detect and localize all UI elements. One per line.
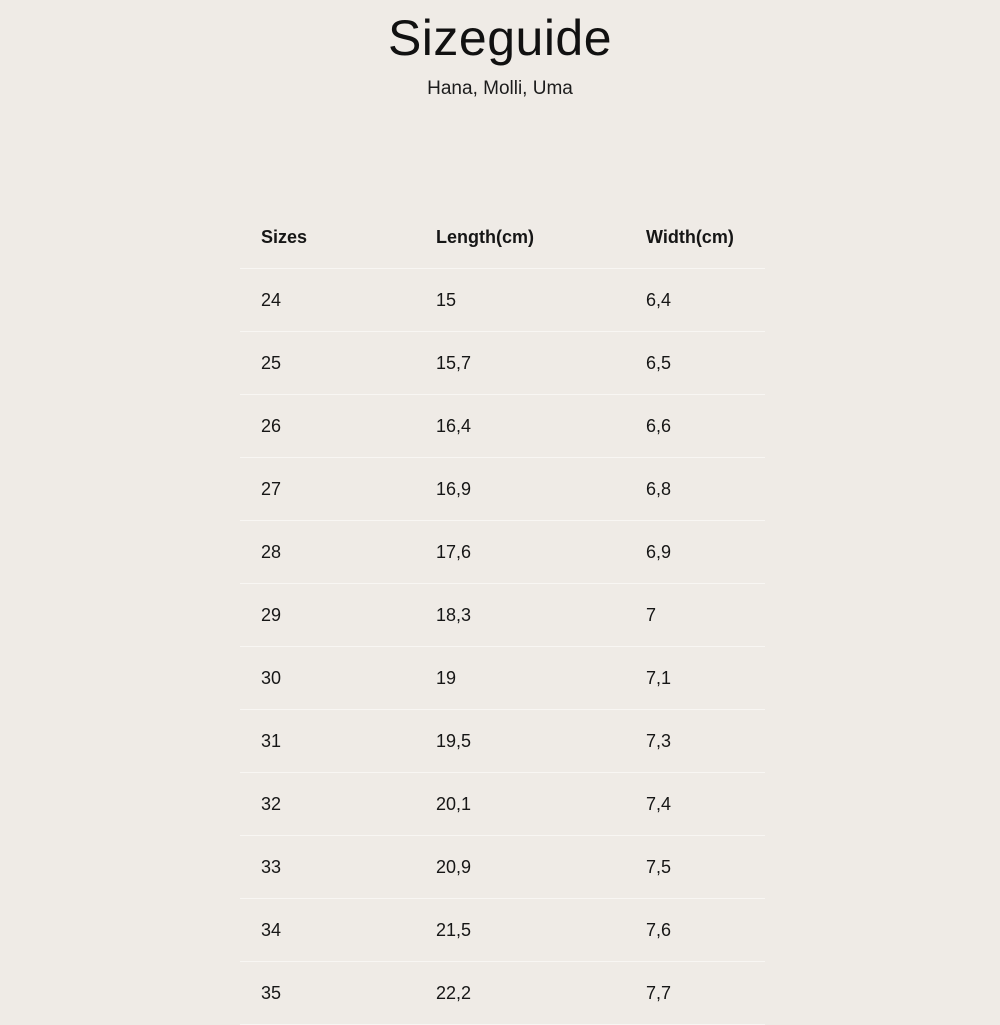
table-row <box>240 962 765 1025</box>
size-cell: 27 <box>261 479 282 499</box>
size-table <box>240 206 765 1025</box>
width-cell: 7,7 <box>646 983 672 1003</box>
size-cell: 35 <box>261 983 282 1003</box>
width-cell: 7,3 <box>646 731 672 751</box>
length-cell: 21,5 <box>436 920 472 940</box>
length-cell: 15,7 <box>436 353 472 373</box>
table-row <box>240 521 765 584</box>
header-length: Length(cm) <box>436 227 534 247</box>
width-cell: 7,4 <box>646 794 672 814</box>
width-cell: 6,8 <box>646 479 672 499</box>
header-sizes: Sizes <box>261 227 308 247</box>
table-row <box>240 395 765 458</box>
size-cell: 28 <box>261 542 282 562</box>
table-row <box>240 269 765 332</box>
width-cell: 6,9 <box>646 542 672 562</box>
length-cell: 16,4 <box>436 416 472 436</box>
width-cell: 6,5 <box>646 353 672 373</box>
size-cell: 34 <box>261 920 282 940</box>
size-cell: 25 <box>261 353 282 373</box>
length-cell: 16,9 <box>436 479 472 499</box>
table-row <box>240 647 765 710</box>
size-cell: 24 <box>261 290 282 310</box>
width-cell: 6,4 <box>646 290 672 310</box>
length-cell: 22,2 <box>436 983 472 1003</box>
width-cell: 7,6 <box>646 920 672 940</box>
page-title: Sizeguide <box>387 9 613 66</box>
table-row <box>240 584 765 647</box>
length-cell: 19 <box>436 668 457 688</box>
length-cell: 15 <box>436 290 457 310</box>
size-cell: 26 <box>261 416 282 436</box>
length-cell: 20,9 <box>436 857 472 877</box>
length-cell: 20,1 <box>436 794 472 814</box>
table-row <box>240 458 765 521</box>
length-cell: 18,3 <box>436 605 472 625</box>
size-cell: 32 <box>261 794 282 814</box>
table-row <box>240 899 765 962</box>
width-cell: 6,6 <box>646 416 672 436</box>
table-header-row <box>240 206 765 269</box>
size-cell: 29 <box>261 605 282 625</box>
size-cell: 33 <box>261 857 282 877</box>
width-cell: 7 <box>646 605 657 625</box>
size-cell: 30 <box>261 668 282 688</box>
table-row <box>240 332 765 395</box>
width-cell: 7,1 <box>646 668 672 688</box>
size-cell: 31 <box>261 731 282 751</box>
table-row <box>240 773 765 836</box>
length-cell: 19,5 <box>436 731 472 751</box>
length-cell: 17,6 <box>436 542 472 562</box>
header-width: Width(cm) <box>646 227 734 247</box>
width-cell: 7,5 <box>646 857 672 877</box>
table-row <box>240 836 765 899</box>
table-row <box>240 710 765 773</box>
page-subtitle: Hana, Molli, Uma <box>427 78 573 99</box>
